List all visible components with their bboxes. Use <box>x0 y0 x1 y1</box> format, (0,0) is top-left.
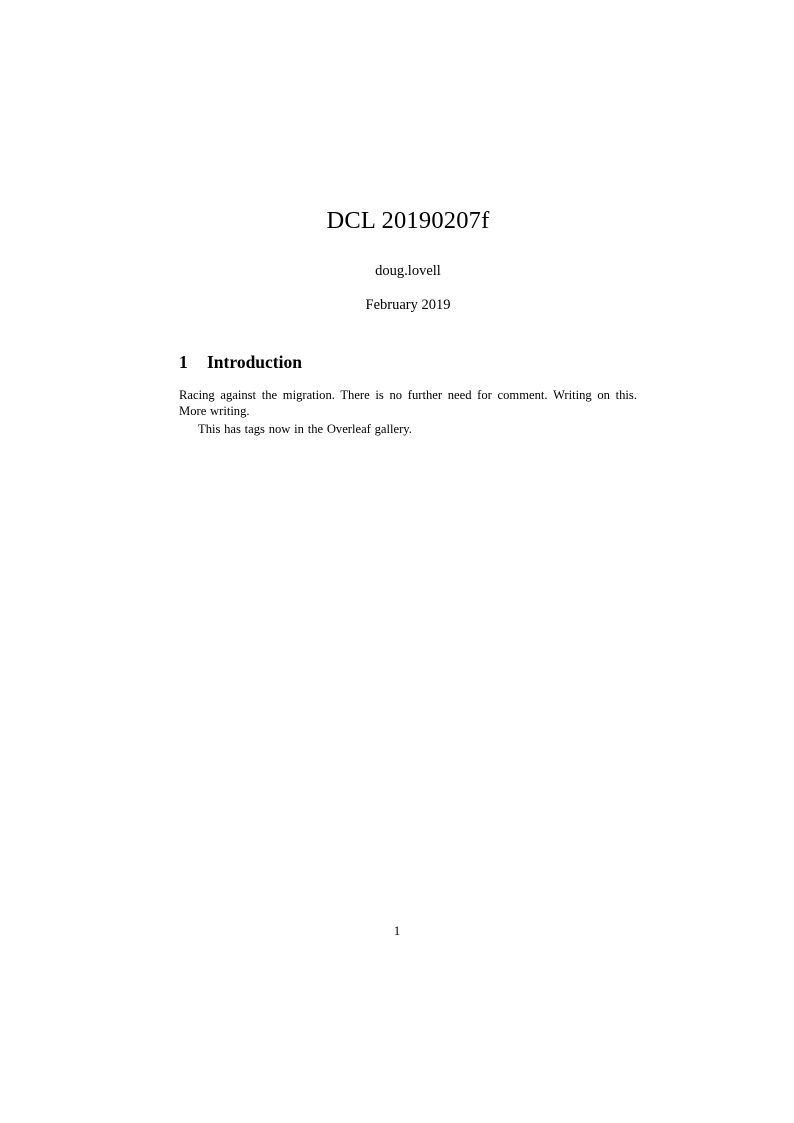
document-date: February 2019 <box>365 297 451 313</box>
section-number: 1 <box>179 352 188 372</box>
page-number: 1 <box>393 924 401 938</box>
section-title: Introduction <box>207 352 302 372</box>
document-author: doug.lovell <box>375 263 441 279</box>
page-title: DCL 20190207f <box>326 207 490 234</box>
section-heading-introduction <box>179 314 637 373</box>
page-content <box>179 0 637 438</box>
paragraph: Racing against the migration. There is no further need for comment. Writing on this. More writing. <box>179 388 637 418</box>
paragraph: This has tags now in the Overleaf gallery. <box>198 421 412 436</box>
